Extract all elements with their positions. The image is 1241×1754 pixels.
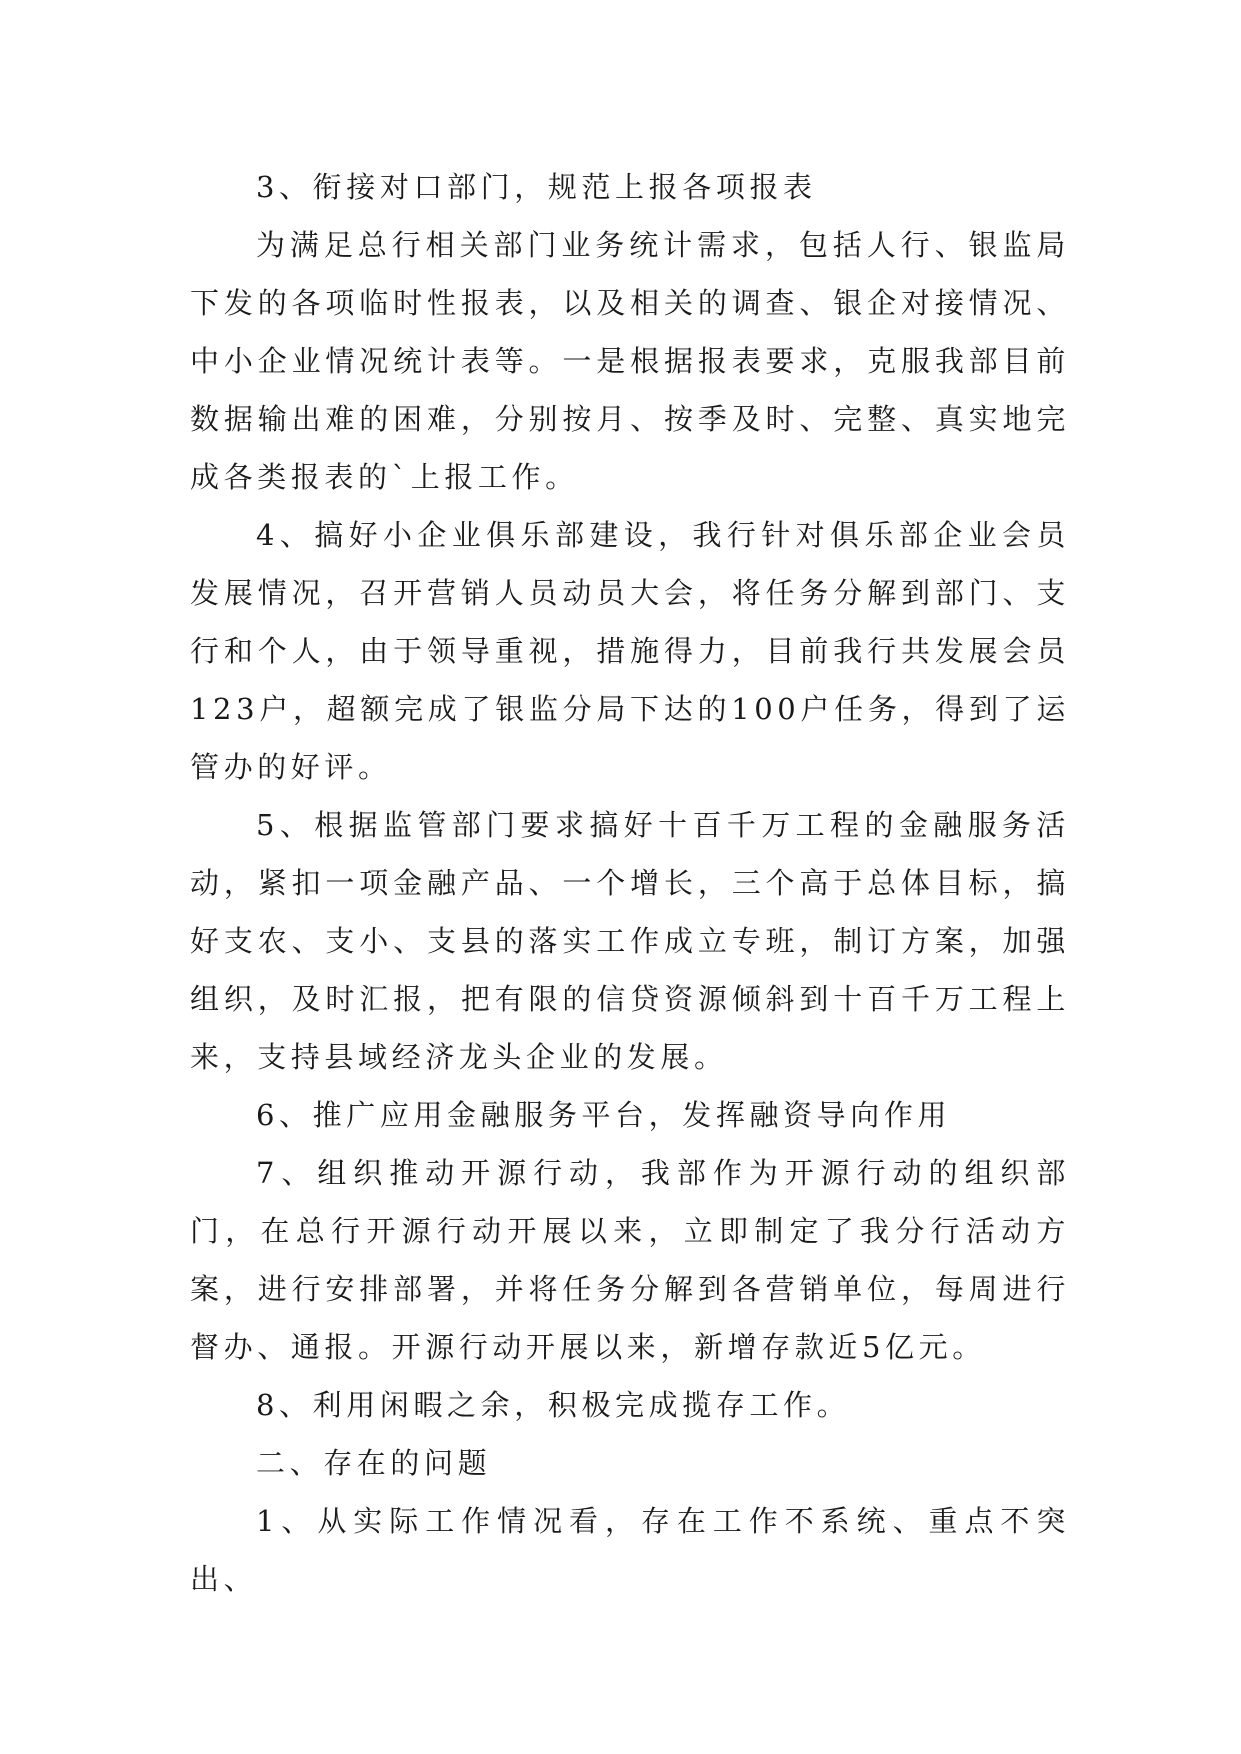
paragraph-section-7-action: 7、组织推动开源行动，我部作为开源行动的组织部门，在总行开源行动开展以来，立即制定了我分行活动方案，进行安排部署，并将任务分解到各营销单位，每周进行督办、通报。开源行动开展以来，新增存款近5亿元。 [190,1156,1070,1364]
paragraph-section-4-club: 4、搞好小企业俱乐部建设，我行针对俱乐部企业会员发展情况，召开营销人员动员大会，将任务分解到部门、支行和个人，由于领导重视，措施得力，目前我行共发展会员123户，超额完成了银监分局下达的100户任务，得到了运管办的好评。 [190,518,1070,784]
paragraph-section-6-platform: 6、推广应用金融服务平台，发挥融资导向作用 [256,1098,952,1132]
document-body [190,158,1070,1608]
paragraph-problem-1: 1、从实际工作情况看，存在工作不系统、重点不突出、 [190,1504,1070,1596]
paragraph-section-8-deposits: 8、利用闲暇之余，积极完成揽存工作。 [256,1388,851,1422]
heading-existing-problems: 二、存在的问题 [256,1446,492,1480]
paragraph-section-3-heading: 3、衔接对口部门，规范上报各项报表 [256,170,817,204]
paragraph-report-statistics: 为满足总行相关部门业务统计需求，包括人行、银监局下发的各项临时性报表，以及相关的调查、银企对接情况、中小企业情况统计表等。一是根据报表要求，克服我部目前数据输出难的困难，分别按月、按季及时、完整、真实地完成各类报表的`上报工作。 [190,228,1070,494]
paragraph-section-5-project: 5、根据监管部门要求搞好十百千万工程的金融服务活动，紧扣一项金融产品、一个增长，三个高于总体目标，搞好支农、支小、支县的落实工作成立专班，制订方案，加强组织，及时汇报，把有限的信贷资源倾斜到十百千万工程上来，支持县域经济龙头企业的发展。 [190,808,1070,1074]
